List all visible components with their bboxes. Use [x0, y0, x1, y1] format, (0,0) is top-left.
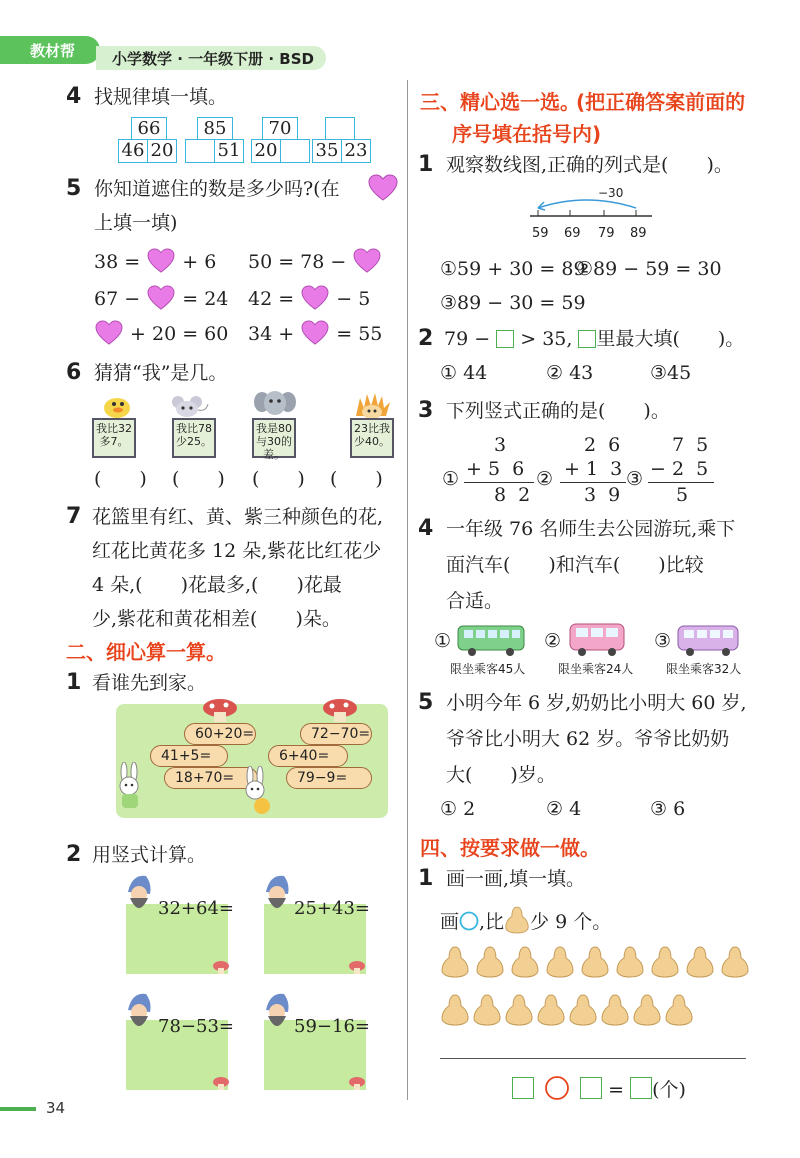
q4-text: 找规律填一填。 [94, 86, 228, 108]
r-q5-option-3[interactable]: ③ 6 [650, 798, 686, 820]
r-q41-text: 画一画,填一填。 [446, 868, 586, 890]
pattern-top-2: 85 [197, 117, 233, 140]
pear-icon [440, 946, 470, 978]
calc-3-row3: 5 [676, 484, 689, 506]
mushroom-icon [212, 960, 230, 974]
calc-2-row3: 3 9 [584, 484, 621, 506]
pattern-bottom-3b[interactable] [280, 139, 310, 163]
guess-card-3: 我是80与30的差。 [252, 418, 296, 458]
tick-79: 79 [598, 226, 615, 241]
mushroom-icon [348, 1076, 366, 1090]
pattern-top-4[interactable] [325, 117, 355, 140]
draw-instruction [440, 906, 611, 934]
r-q3-text: 下列竖式正确的是( )。 [446, 400, 670, 422]
pattern-top-3: 70 [262, 117, 298, 140]
q22-number: 2 [66, 842, 82, 867]
bus-2-capacity: 限坐乘客24人 [558, 662, 634, 676]
race-expr-right-1: 72−70= [300, 723, 372, 745]
calc-label-3[interactable]: ③ [626, 468, 644, 490]
section-3-note: (把正确答案前面的 [576, 90, 746, 114]
race-expr-left-1: 60+20= [184, 723, 256, 745]
mushroom-icon [348, 960, 366, 974]
q5-eq3-left: 67 − [94, 288, 141, 310]
drawing-line[interactable] [440, 1058, 746, 1059]
q7-number: 7 [66, 504, 82, 529]
bus-option-1-label[interactable]: ① [434, 630, 452, 652]
r-q1-text: 观察数线图,正确的列式是( )。 [446, 154, 733, 176]
q5-eq1-left: 38 = [94, 251, 141, 273]
r-q41-number: 1 [418, 866, 434, 891]
pattern-bottom-1a: 46 [118, 139, 148, 163]
mushroom-house-icon [320, 698, 360, 722]
blank-box[interactable] [578, 330, 596, 348]
q5-line2: 上填一填) [94, 212, 178, 234]
hedgehog-icon [352, 392, 392, 420]
draw-c: 少 9 个。 [530, 911, 612, 933]
guess-blank-3[interactable]: ( ) [252, 468, 305, 490]
q5-line1: 你知道遮住的数是多少吗?(在 [94, 178, 340, 200]
circle-icon [459, 911, 479, 931]
rabbit-icon [236, 766, 276, 816]
calc-2-line [560, 482, 626, 483]
guess-card-1: 我比32多7。 [92, 418, 136, 458]
pear-icon [664, 994, 694, 1026]
q5-eq3-right: = 24 [182, 288, 229, 310]
vertical-calc-2: 25+43= [294, 898, 370, 919]
q22-text: 用竖式计算。 [92, 844, 207, 866]
tick-59: 59 [532, 226, 549, 241]
header-title: 小学数学 · 一年级下册 · BSD [112, 50, 314, 68]
r-q5-option-2[interactable]: ② 4 [546, 798, 582, 820]
elephant-icon [254, 388, 296, 418]
q7-line1: 花篮里有红、黄、紫三种颜色的花, [92, 506, 384, 528]
q5-eq4 [248, 285, 370, 311]
q5-number: 5 [66, 176, 82, 201]
calc-2-row1: 2 6 [584, 434, 621, 456]
guess-blank-2[interactable]: ( ) [172, 468, 225, 490]
number-line [526, 196, 656, 222]
footer-bar [0, 1107, 36, 1111]
calc-1-row3: 8 2 [494, 484, 531, 506]
mushroom-icon [212, 1076, 230, 1090]
pear-icon [580, 946, 610, 978]
pear-icon [650, 946, 680, 978]
dwarf-icon [260, 874, 294, 918]
q5-eq5-right: + 20 = 60 [130, 323, 229, 345]
bus-icon[interactable] [456, 622, 526, 658]
bus-1-capacity: 限坐乘客45人 [450, 662, 526, 676]
pear-icon [720, 946, 750, 978]
bus-icon[interactable] [676, 622, 740, 658]
r-q2-option-1[interactable]: ① 44 [440, 362, 488, 384]
q5-eq3 [94, 285, 228, 311]
pear-icon [536, 994, 566, 1026]
calc-1-row1: 3 [494, 434, 507, 456]
r-q4-line2: 面汽车( )和汽车( )比较 [446, 554, 704, 576]
r-q1-number: 1 [418, 152, 434, 177]
rabbit-icon [110, 762, 150, 814]
q5-eq1 [94, 248, 216, 274]
q7-line3: 4 朵,( )花最多,( )花最 [92, 574, 342, 596]
q7-line4: 少,紫花和黄花相差( )朵。 [92, 608, 341, 630]
heart-icon[interactable] [300, 285, 330, 311]
section-2-title: 二、细心算一算。 [66, 640, 226, 664]
r-q2-option-2[interactable]: ② 43 [546, 362, 594, 384]
section-3-title: 三、精心选一选。 [420, 90, 580, 114]
mushroom-house-icon [200, 698, 240, 722]
r-q2-option-3[interactable]: ③45 [650, 362, 692, 384]
number-line-arrow-label: −30 [598, 186, 624, 200]
heart-icon[interactable] [146, 248, 176, 274]
calc-label-2[interactable]: ② [536, 468, 554, 490]
dwarf-icon [122, 992, 156, 1036]
q5-eq1-right: + 6 [182, 251, 217, 273]
q5-eq6-left: 34 + [248, 323, 295, 345]
tick-69: 69 [564, 226, 581, 241]
pattern-bottom-4a: 35 [312, 139, 342, 163]
race-expr-left-2: 41+5= [150, 745, 228, 767]
column-divider [407, 80, 408, 1100]
pattern-bottom-2a[interactable] [185, 139, 215, 163]
r-q2-a: 79 − [444, 328, 491, 350]
pear-icon [510, 946, 540, 978]
answer-box[interactable] [580, 1077, 602, 1099]
calc-3-row1: 7 5 [672, 434, 709, 456]
r-q5-line2: 爷爷比小明大 62 岁。爷爷比奶奶 [446, 728, 730, 750]
dwarf-icon [122, 874, 156, 918]
duck-icon [100, 392, 134, 418]
calc-label-1[interactable]: ① [442, 468, 460, 490]
race-expr-left-3: 18+70= [164, 767, 258, 789]
calc-3-line [648, 482, 714, 483]
heart-icon[interactable] [300, 320, 330, 346]
heart-icon[interactable] [94, 320, 124, 346]
pear-icon [504, 906, 530, 934]
bus-icon[interactable] [566, 620, 628, 658]
r-q3-number: 3 [418, 398, 434, 423]
pattern-bottom-1b: 20 [147, 139, 177, 163]
pear-icon [440, 994, 470, 1026]
bus-3-capacity: 限坐乘客32人 [666, 662, 742, 676]
pattern-top-1: 66 [131, 117, 167, 140]
r-q1-option-2[interactable]: ②89 − 59 = 30 [576, 258, 722, 280]
q5-eq4-right: − 5 [336, 288, 371, 310]
r-q5-number: 5 [418, 690, 434, 715]
bus-option-2-label[interactable]: ② [544, 630, 562, 652]
r-q5-option-1[interactable]: ① 2 [440, 798, 476, 820]
r-q4-number: 4 [418, 516, 434, 541]
draw-b: ,比 [479, 911, 505, 933]
operator-circle[interactable] [544, 1075, 570, 1101]
pattern-bottom-4b: 23 [341, 139, 371, 163]
q7-line2: 红花比黄花多 12 朵,紫花比红花少 [92, 540, 382, 562]
tick-89: 89 [630, 226, 647, 241]
answer-equation [512, 1075, 686, 1102]
section-4-title: 四、按要求做一做。 [420, 836, 600, 860]
calc-2-row2: + 1 3 [564, 458, 623, 480]
mouse-icon [170, 394, 210, 418]
blank-box[interactable] [496, 330, 514, 348]
q5-eq6-right: = 55 [336, 323, 383, 345]
bus-option-3-label[interactable]: ③ [654, 630, 672, 652]
r-q2-number: 2 [418, 326, 434, 351]
r-q2-expr [444, 328, 744, 351]
guess-card-4: 23比我少40。 [350, 418, 394, 458]
dwarf-icon [260, 992, 294, 1036]
pear-icon [568, 994, 598, 1026]
q5-eq2 [248, 248, 382, 274]
pear-icon [475, 946, 505, 978]
heart-icon[interactable] [352, 248, 382, 274]
r-q1-option-1[interactable]: ①59 + 30 = 89 [440, 258, 586, 280]
q5-eq4-left: 42 = [248, 288, 295, 310]
race-expr-right-3: 79−9= [286, 767, 372, 789]
pear-icon [685, 946, 715, 978]
q21-number: 1 [66, 670, 82, 695]
pattern-bottom-2b: 51 [214, 139, 244, 163]
q6-text: 猜猜“我”是几。 [94, 362, 228, 384]
pear-icon [600, 994, 630, 1026]
q6-number: 6 [66, 360, 82, 385]
r-q4-line1: 一年级 76 名师生去公园游玩,乘下 [446, 518, 736, 540]
answer-box[interactable] [630, 1077, 652, 1099]
pear-icon [472, 994, 502, 1026]
r-q4-line3: 合适。 [446, 590, 504, 612]
pear-icon [615, 946, 645, 978]
pattern-bottom-3a: 20 [251, 139, 281, 163]
q21-text: 看谁先到家。 [92, 672, 207, 694]
pear-icon [545, 946, 575, 978]
pear-icon [504, 994, 534, 1026]
heart-icon[interactable] [146, 285, 176, 311]
vertical-calc-3: 78−53= [158, 1016, 234, 1037]
answer-box[interactable] [512, 1077, 534, 1099]
unit-label: (个) [652, 1079, 686, 1101]
calc-1-line [464, 482, 534, 483]
race-expr-right-2: 6+40= [268, 745, 348, 767]
vertical-calc-4: 59−16= [294, 1016, 370, 1037]
header-badge-text: 教材帮 [30, 42, 76, 60]
guess-blank-4[interactable]: ( ) [330, 468, 383, 490]
guess-blank-1[interactable]: ( ) [94, 468, 147, 490]
q4-number: 4 [66, 84, 82, 109]
section-3-note2: 序号填在括号内) [452, 122, 602, 146]
guess-card-2: 我比78少25。 [172, 418, 216, 458]
r-q5-line3: 大( )岁。 [446, 764, 556, 786]
draw-a: 画 [440, 911, 460, 933]
page-number: 34 [46, 1099, 66, 1117]
r-q1-option-3[interactable]: ③89 − 30 = 59 [440, 292, 586, 314]
r-q5-line1: 小明今年 6 岁,奶奶比小明大 60 岁, [446, 692, 747, 714]
calc-1-row2: + 5 6 [466, 458, 525, 480]
vertical-calc-1: 32+64= [158, 898, 234, 919]
equals-sign: = [608, 1079, 625, 1101]
pear-icon [632, 994, 662, 1026]
r-q2-b: > 35, [520, 328, 573, 350]
calc-3-row2: − 2 5 [650, 458, 709, 480]
r-q2-c: 里最大填( )。 [596, 328, 745, 350]
heart-icon [368, 174, 398, 202]
q5-eq6 [248, 320, 382, 346]
q5-eq5 [94, 320, 228, 346]
q5-eq2-left: 50 = 78 − [248, 251, 347, 273]
